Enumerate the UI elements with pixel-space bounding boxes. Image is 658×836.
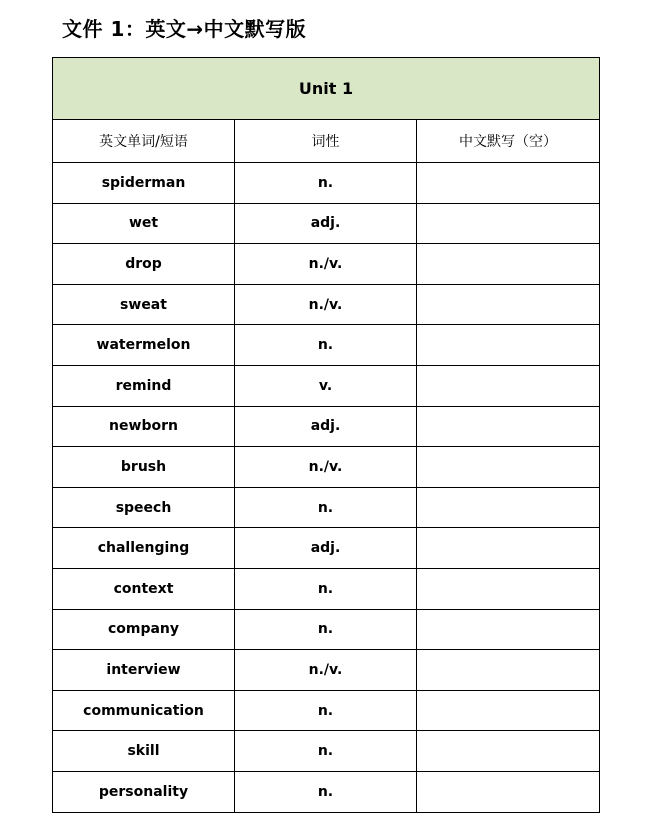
table-row <box>53 487 600 528</box>
chinese-blank-cell[interactable] <box>417 284 600 325</box>
pos-cell: n./v. <box>235 447 417 488</box>
column-header-chinese: 中文默写（空） <box>417 120 600 163</box>
word-cell: communication <box>53 690 235 731</box>
table-row <box>53 568 600 609</box>
word-cell: context <box>53 568 235 609</box>
chinese-blank-cell[interactable] <box>417 487 600 528</box>
pos-cell: n./v. <box>235 650 417 691</box>
table-row <box>53 731 600 772</box>
pos-cell: v. <box>235 365 417 406</box>
table-row <box>53 609 600 650</box>
chinese-blank-cell[interactable] <box>417 406 600 447</box>
table-row <box>53 528 600 569</box>
table-row <box>53 325 600 366</box>
pos-cell: adj. <box>235 406 417 447</box>
word-cell: speech <box>53 487 235 528</box>
pos-cell: adj. <box>235 528 417 569</box>
pos-cell: n. <box>235 487 417 528</box>
chinese-blank-cell[interactable] <box>417 609 600 650</box>
chinese-blank-cell[interactable] <box>417 325 600 366</box>
word-cell: newborn <box>53 406 235 447</box>
chinese-blank-cell[interactable] <box>417 771 600 812</box>
word-cell: brush <box>53 447 235 488</box>
chinese-blank-cell[interactable] <box>417 528 600 569</box>
document-title: 文件 1：英文→中文默写版 <box>62 17 307 41</box>
chinese-blank-cell[interactable] <box>417 203 600 244</box>
pos-cell: n. <box>235 771 417 812</box>
table-row <box>53 284 600 325</box>
pos-cell: n. <box>235 568 417 609</box>
word-cell: wet <box>53 203 235 244</box>
chinese-blank-cell[interactable] <box>417 447 600 488</box>
table-row <box>53 406 600 447</box>
chinese-blank-cell[interactable] <box>417 365 600 406</box>
table-row <box>53 365 600 406</box>
word-cell: drop <box>53 244 235 285</box>
pos-cell: n. <box>235 690 417 731</box>
pos-cell: adj. <box>235 203 417 244</box>
column-header-word: 英文单词/短语 <box>53 120 235 163</box>
chinese-blank-cell[interactable] <box>417 244 600 285</box>
table-row <box>53 650 600 691</box>
table-row <box>53 690 600 731</box>
unit-title: Unit 1 <box>53 58 600 120</box>
pos-cell: n./v. <box>235 284 417 325</box>
table-row <box>53 203 600 244</box>
vocabulary-table <box>52 57 600 813</box>
word-cell: spiderman <box>53 163 235 204</box>
word-cell: remind <box>53 365 235 406</box>
word-cell: skill <box>53 731 235 772</box>
chinese-blank-cell[interactable] <box>417 568 600 609</box>
pos-cell: n. <box>235 609 417 650</box>
chinese-blank-cell[interactable] <box>417 650 600 691</box>
pos-cell: n. <box>235 325 417 366</box>
word-cell: interview <box>53 650 235 691</box>
word-cell: watermelon <box>53 325 235 366</box>
column-header-row <box>53 120 600 163</box>
column-header-pos: 词性 <box>235 120 417 163</box>
pos-cell: n. <box>235 163 417 204</box>
table-row <box>53 244 600 285</box>
word-cell: company <box>53 609 235 650</box>
table-row <box>53 447 600 488</box>
word-cell: challenging <box>53 528 235 569</box>
table-row <box>53 771 600 812</box>
chinese-blank-cell[interactable] <box>417 690 600 731</box>
pos-cell: n. <box>235 731 417 772</box>
table-row <box>53 163 600 204</box>
word-cell: sweat <box>53 284 235 325</box>
chinese-blank-cell[interactable] <box>417 731 600 772</box>
pos-cell: n./v. <box>235 244 417 285</box>
chinese-blank-cell[interactable] <box>417 163 600 204</box>
word-cell: personality <box>53 771 235 812</box>
unit-header-row <box>53 58 600 120</box>
